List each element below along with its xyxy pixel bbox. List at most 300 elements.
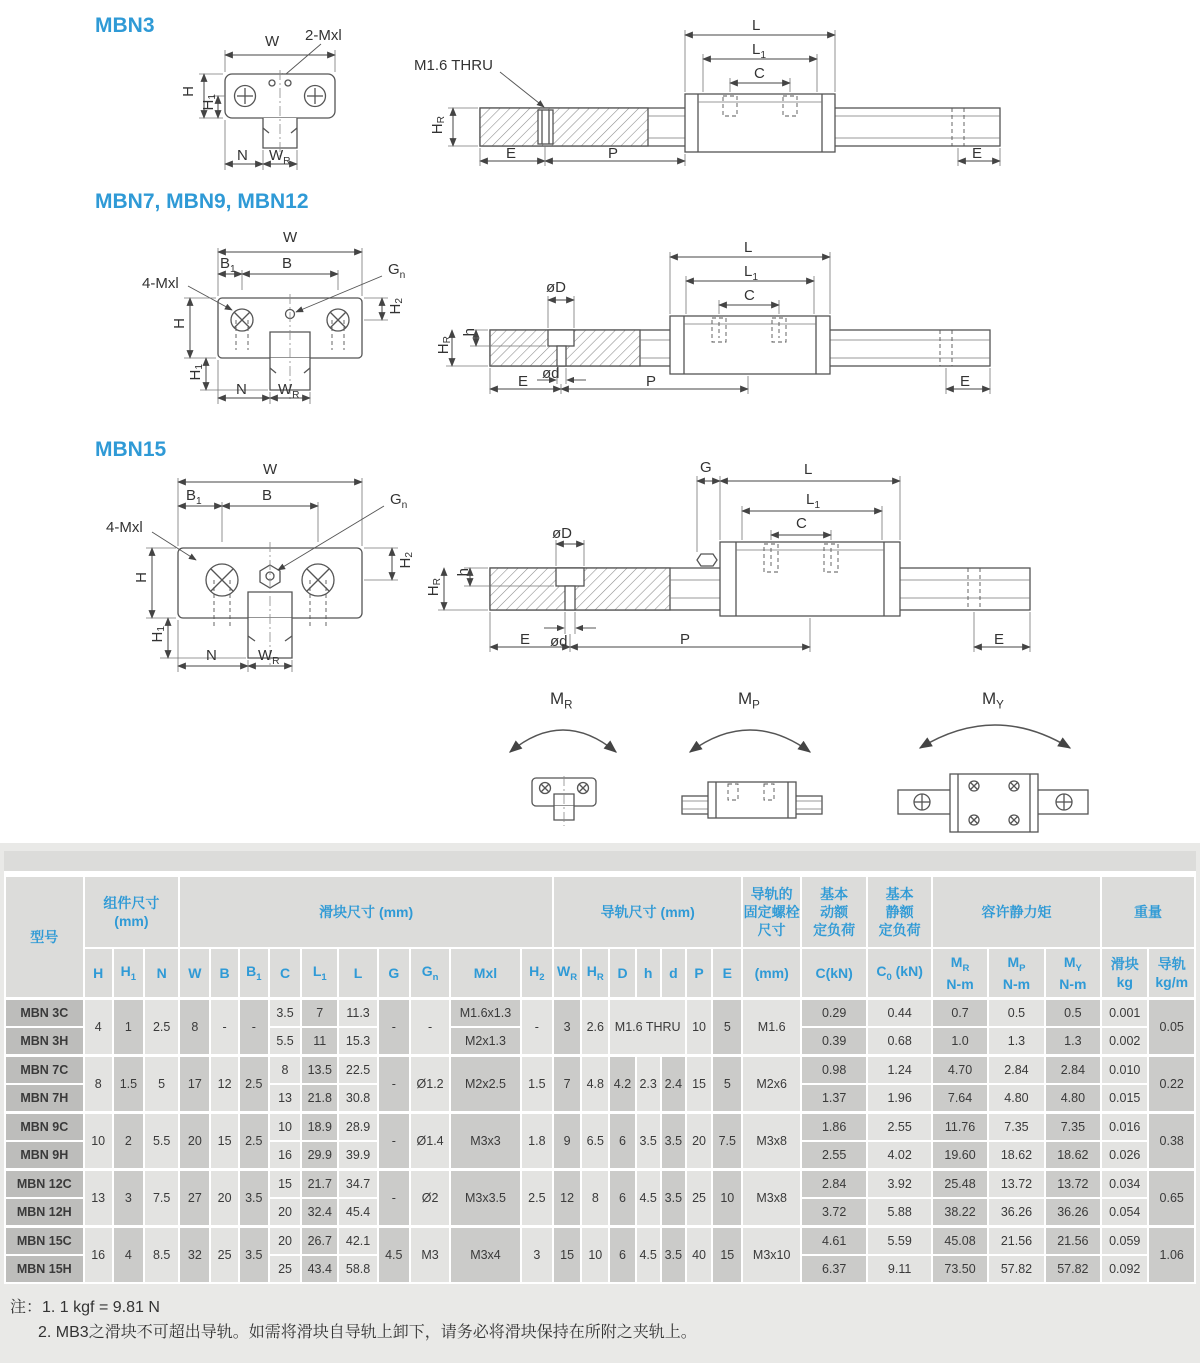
mbn3-side-view-drawing: [400, 10, 1020, 180]
spec-cell-C0: 4.02: [867, 1141, 931, 1170]
spec-cell-L1: 43.4: [301, 1255, 338, 1283]
spec-cell-rail: 1.06: [1148, 1226, 1195, 1283]
spec-cell-Mxl: M2x2.5: [450, 1055, 521, 1112]
dim-label-l1: $L_1$: [744, 263, 759, 283]
header-group-dynamic-load: 基本 动额 定负荷: [801, 876, 867, 948]
spec-cell-CkN: 0.39: [801, 1027, 867, 1056]
spec-cell-W: 8: [179, 998, 210, 1055]
header-group-static-load: 基本 静额 定负荷: [867, 876, 931, 948]
spec-cell-MY: 57.82: [1045, 1255, 1101, 1283]
spec-cell-C: 13: [269, 1084, 301, 1113]
dim-label-h-small: h: [455, 568, 472, 577]
dim-label-h: H: [133, 572, 150, 583]
spec-cell-L1: 11: [301, 1027, 338, 1056]
dim-label-n: N: [236, 381, 247, 398]
spec-cell-C0: 9.11: [867, 1255, 931, 1283]
dim-label-w: W: [265, 33, 280, 50]
spec-cell-MR: 7.64: [932, 1084, 988, 1113]
spec-cell-CkN: 0.98: [801, 1055, 867, 1084]
spec-cell-Mxl: M2x1.3: [450, 1027, 521, 1056]
spec-cell-C: 16: [269, 1141, 301, 1170]
dim-label-h1: $H_1$: [200, 94, 218, 111]
dim-label-b: B: [262, 487, 273, 504]
spec-cell-d: 2.4: [661, 1055, 686, 1112]
spec-cell-MP: 13.72: [988, 1169, 1044, 1198]
spec-cell-MY: 7.35: [1045, 1112, 1101, 1141]
dim-label-c: C: [796, 515, 807, 532]
dim-label-h-small: h: [461, 328, 478, 337]
spec-cell-Gn: Ø1.2: [410, 1055, 450, 1112]
spec-cell-L: 42.1: [338, 1226, 377, 1255]
spec-cell-B1: -: [239, 998, 269, 1055]
spec-cell-G: -: [378, 1055, 410, 1112]
spec-cell-MR: 1.0: [932, 1027, 988, 1056]
moment-label-mr: $M_R$: [550, 689, 573, 712]
spec-cell-C0: 0.68: [867, 1027, 931, 1056]
spec-cell-C0: 5.88: [867, 1198, 931, 1227]
spec-cell-C0: 1.24: [867, 1055, 931, 1084]
dim-label-p: P: [608, 145, 619, 162]
header-group-rail: 导轨尺寸 (mm): [553, 876, 742, 948]
spec-cell-P: 25: [686, 1169, 712, 1226]
dim-label-h: H: [180, 86, 197, 97]
spec-cell-E: 7.5: [712, 1112, 742, 1169]
spec-cell-MR: 11.76: [932, 1112, 988, 1141]
spec-cell-kg: 0.002: [1101, 1027, 1148, 1056]
header-col-22: $C_0$ (kN): [867, 948, 931, 998]
header-col-10: $G_n$: [410, 948, 450, 998]
spec-cell-L: 45.4: [338, 1198, 377, 1227]
spec-cell-E: 15: [712, 1226, 742, 1283]
spec-cell-Gn: -: [410, 998, 450, 1055]
dim-label-w: W: [283, 229, 298, 246]
spec-cell-WR: 12: [553, 1169, 581, 1226]
spec-cell-bolt: M3x8: [742, 1169, 800, 1226]
spec-cell-WR: 15: [553, 1226, 581, 1283]
dim-label-g: G: [700, 459, 712, 476]
dim-label-wr: $W_R$: [269, 147, 291, 167]
spec-cell-Mxl: M3x3: [450, 1112, 521, 1169]
table-top-strip: [4, 851, 1196, 875]
model-cell: MBN 15C: [5, 1226, 84, 1255]
spec-cell-P: 10: [686, 998, 712, 1055]
spec-cell-N: 5.5: [144, 1112, 179, 1169]
spec-cell-rail: 0.05: [1148, 998, 1195, 1055]
spec-cell-MY: 18.62: [1045, 1141, 1101, 1170]
table-row: [5, 1226, 1195, 1255]
model-cell: MBN 3C: [5, 998, 84, 1027]
dim-label-c: C: [754, 65, 765, 82]
spec-cell-L1: 32.4: [301, 1198, 338, 1227]
dim-label-od-small: ød: [542, 365, 560, 382]
dim-label-e-left: E: [520, 631, 531, 648]
spec-cell-D: 6: [609, 1112, 635, 1169]
header-col-17: d: [661, 948, 686, 998]
spec-cell-W: 20: [179, 1112, 210, 1169]
section-title-mbn15: MBN15: [95, 438, 167, 461]
dim-label-gn: $G_n$: [390, 491, 408, 511]
section-title-mbn3: MBN3: [95, 14, 155, 37]
header-col-16: h: [636, 948, 661, 998]
spec-cell-MP: 1.3: [988, 1027, 1044, 1056]
dim-label-m16-thru: M1.6 THRU: [414, 57, 493, 74]
spec-cell-kg: 0.016: [1101, 1112, 1148, 1141]
mbn15-side-view-drawing: [420, 448, 1090, 663]
dim-label-od-small: ød: [550, 633, 568, 650]
spec-cell-G: -: [378, 1112, 410, 1169]
model-cell: MBN 15H: [5, 1255, 84, 1283]
dim-label-hr: $H_R$: [429, 116, 447, 135]
spec-cell-B: -: [210, 998, 238, 1055]
spec-cell-C0: 3.92: [867, 1169, 931, 1198]
spec-cell-CkN: 2.84: [801, 1169, 867, 1198]
spec-cell-H: 8: [84, 1055, 113, 1112]
spec-cell-B1: 3.5: [239, 1169, 269, 1226]
spec-cell-C: 20: [269, 1198, 301, 1227]
spec-cell-MY: 2.84: [1045, 1055, 1101, 1084]
header-group-component: 组件尺寸 (mm): [84, 876, 180, 948]
spec-cell-C0: 5.59: [867, 1226, 931, 1255]
mbn7-cross-section-drawing: [130, 228, 430, 408]
dim-label-e-right: E: [994, 631, 1005, 648]
spec-cell-L1: 26.7: [301, 1226, 338, 1255]
spec-cell-H2: 1.8: [521, 1112, 553, 1169]
spec-cell-E: 5: [712, 1055, 742, 1112]
spec-cell-kg: 0.010: [1101, 1055, 1148, 1084]
spec-cell-kg: 0.026: [1101, 1141, 1148, 1170]
spec-cell-L1: 21.7: [301, 1169, 338, 1198]
dim-label-4mxl: 4-Mxl: [142, 275, 179, 292]
table-row: [5, 1112, 1195, 1141]
dim-label-gn: $G_n$: [388, 261, 406, 281]
dim-label-l: L: [744, 239, 753, 256]
spec-cell-C: 10: [269, 1112, 301, 1141]
spec-cell-rail: 0.65: [1148, 1169, 1195, 1226]
spec-cell-N: 8.5: [144, 1226, 179, 1283]
spec-cell-HR: 4.8: [581, 1055, 609, 1112]
spec-cell-L: 58.8: [338, 1255, 377, 1283]
spec-cell-G: -: [378, 998, 410, 1055]
footnote-1-text: 1. 1 kgf = 9.81 N: [42, 1299, 160, 1316]
spec-cell-Mxl: M3x4: [450, 1226, 521, 1283]
dim-label-od: øD: [546, 279, 566, 296]
spec-cell-HR: 10: [581, 1226, 609, 1283]
spec-cell-L: 22.5: [338, 1055, 377, 1084]
spec-cell-C: 25: [269, 1255, 301, 1283]
dim-label-e-left: E: [506, 145, 517, 162]
dim-label-l: L: [804, 461, 813, 478]
header-col-13: $W_R$: [553, 948, 581, 998]
spec-cell-B1: 2.5: [239, 1112, 269, 1169]
spec-cell-HR: 6.5: [581, 1112, 609, 1169]
spec-cell-H1: 4: [113, 1226, 144, 1283]
spec-cell-rail: 0.22: [1148, 1055, 1195, 1112]
spec-cell-C: 8: [269, 1055, 301, 1084]
dim-label-w: W: [263, 461, 278, 478]
spec-cell-L: 30.8: [338, 1084, 377, 1113]
table-row: [5, 998, 1195, 1027]
spec-cell-C: 20: [269, 1226, 301, 1255]
spec-cell-MP: 7.35: [988, 1112, 1044, 1141]
dim-label-b1: $B_1$: [220, 255, 236, 275]
spec-cell-E: 5: [712, 998, 742, 1055]
spec-cell-N: 5: [144, 1055, 179, 1112]
dim-label-c: C: [744, 287, 755, 304]
spec-cell-L1: 13.5: [301, 1055, 338, 1084]
header-group-block: 滑块尺寸 (mm): [179, 876, 553, 948]
dim-label-h: H: [171, 318, 188, 329]
dim-label-n: N: [206, 647, 217, 664]
mbn3-side-view-art: [400, 10, 1020, 180]
dim-label-4mxl: 4-Mxl: [106, 519, 143, 536]
spec-cell-H2: -: [521, 998, 553, 1055]
model-cell: MBN 3H: [5, 1027, 84, 1056]
spec-cell-bolt: M3x8: [742, 1112, 800, 1169]
dim-label-n: N: [237, 147, 248, 164]
spec-cell-d: 3.5: [661, 1226, 686, 1283]
dim-label-b: B: [282, 255, 293, 272]
spec-cell-MR: 19.60: [932, 1141, 988, 1170]
spec-cell-HR: 8: [581, 1169, 609, 1226]
spec-cell-C: 15: [269, 1169, 301, 1198]
spec-cell-MY: 0.5: [1045, 998, 1101, 1027]
dim-label-l: L: [752, 17, 761, 34]
spec-cell-L1: 21.8: [301, 1084, 338, 1113]
dim-label-p: P: [646, 373, 657, 390]
spec-cell-WR: 9: [553, 1112, 581, 1169]
spec-cell-kg: 0.059: [1101, 1226, 1148, 1255]
spec-cell-MR: 73.50: [932, 1255, 988, 1283]
dim-label-e-right: E: [960, 373, 971, 390]
moment-label-my: $M_Y$: [982, 689, 1004, 712]
spec-cell-B1: 2.5: [239, 1055, 269, 1112]
dim-label-p: P: [680, 631, 691, 648]
spec-cell-H1: 1.5: [113, 1055, 144, 1112]
table-row: [5, 1169, 1195, 1198]
spec-cell-L1: 18.9: [301, 1112, 338, 1141]
spec-table-zone: [0, 843, 1200, 1363]
spec-cell-H2: 3: [521, 1226, 553, 1283]
spec-cell-bolt: M2x6: [742, 1055, 800, 1112]
spec-cell-MR: 25.48: [932, 1169, 988, 1198]
header-col-15: D: [609, 948, 635, 998]
spec-cell-L: 11.3: [338, 998, 377, 1027]
spec-cell-L: 34.7: [338, 1169, 377, 1198]
spec-cell-Mxl: M3x3.5: [450, 1169, 521, 1226]
spec-cell-CkN: 1.86: [801, 1112, 867, 1141]
spec-cell-B: 20: [210, 1169, 238, 1226]
header-col-2: N: [144, 948, 179, 998]
spec-cell-CkN: 6.37: [801, 1255, 867, 1283]
spec-cell-bolt: M1.6: [742, 998, 800, 1055]
spec-cell-C0: 1.96: [867, 1084, 931, 1113]
spec-cell-MP: 57.82: [988, 1255, 1044, 1283]
header-col-26: 滑块 kg: [1101, 948, 1148, 998]
spec-cell-P: 15: [686, 1055, 712, 1112]
header-col-5: $B_1$: [239, 948, 269, 998]
mbn15-cross-section-drawing: [100, 458, 430, 678]
header-col-27: 导轨 kg/m: [1148, 948, 1195, 998]
spec-cell-H: 4: [84, 998, 113, 1055]
spec-cell-H: 10: [84, 1112, 113, 1169]
header-col-25: $M_Y$ N-m: [1045, 948, 1101, 998]
spec-cell-h: 3.5: [636, 1112, 661, 1169]
spec-cell-L: 28.9: [338, 1112, 377, 1141]
dim-label-e-left: E: [518, 373, 529, 390]
mbn3-cross-section-drawing: [175, 27, 375, 180]
spec-cell-d: 3.5: [661, 1169, 686, 1226]
mbn7-side-view-drawing: [430, 238, 1020, 400]
spec-cell-Gn: Ø2: [410, 1169, 450, 1226]
spec-cell-C0: 2.55: [867, 1112, 931, 1141]
header-col-12: $H_2$: [521, 948, 553, 998]
spec-cell-CkN: 3.72: [801, 1198, 867, 1227]
header-col-23: $M_R$ N-m: [932, 948, 988, 998]
spec-table: [4, 875, 1196, 1284]
spec-cell-CkN: 2.55: [801, 1141, 867, 1170]
spec-cell-kg: 0.015: [1101, 1084, 1148, 1113]
spec-cell-Gn: M3: [410, 1226, 450, 1283]
moment-diagrams: [450, 690, 1090, 835]
dim-label-e-right: E: [972, 145, 983, 162]
header-col-20: (mm): [742, 948, 800, 998]
footnote-line-2: 2. MB3之滑块不可超出导轨。如需将滑块自导轨上卸下，请务必将滑块保持在所附之夹轨上。: [38, 1323, 697, 1341]
spec-cell-d: 3.5: [661, 1112, 686, 1169]
model-cell: MBN 9H: [5, 1141, 84, 1170]
header-group-weight: 重量: [1101, 876, 1195, 948]
spec-cell-B: 12: [210, 1055, 238, 1112]
section-title-mbn7-9-12: MBN7, MBN9, MBN12: [95, 190, 309, 213]
header-col-19: E: [712, 948, 742, 998]
spec-cell-rail: 0.38: [1148, 1112, 1195, 1169]
header-model: 型号: [5, 876, 84, 998]
dim-label-l1: $L_1$: [806, 491, 821, 511]
spec-cell-P: 20: [686, 1112, 712, 1169]
dim-label-hr: $H_R$: [435, 336, 453, 355]
spec-cell-H2: 1.5: [521, 1055, 553, 1112]
model-cell: MBN 12H: [5, 1198, 84, 1227]
dim-label-wr: $W_R$: [278, 381, 300, 401]
footnote-prefix: 注：: [10, 1299, 43, 1316]
spec-cell-G: -: [378, 1169, 410, 1226]
header-group-bolt: 导轨的 固定螺栓 尺寸: [742, 876, 800, 948]
spec-cell-WR: 3: [553, 998, 581, 1055]
spec-cell-MP: 2.84: [988, 1055, 1044, 1084]
spec-cell-W: 32: [179, 1226, 210, 1283]
spec-cell-C0: 0.44: [867, 998, 931, 1027]
spec-cell-CkN: 4.61: [801, 1226, 867, 1255]
header-col-1: $H_1$: [113, 948, 144, 998]
header-col-3: W: [179, 948, 210, 998]
dim-label-h1: $H_1$: [149, 626, 167, 643]
spec-cell-MR: 0.7: [932, 998, 988, 1027]
header-col-21: C(kN): [801, 948, 867, 998]
spec-cell-Mxl: M1.6x1.3: [450, 998, 521, 1027]
header-group-moment: 容许静力矩: [932, 876, 1101, 948]
model-cell: MBN 9C: [5, 1112, 84, 1141]
spec-cell-MY: 1.3: [1045, 1027, 1101, 1056]
spec-cell-D: 6: [609, 1169, 635, 1226]
spec-cell-h: 4.5: [636, 1169, 661, 1226]
spec-cell-HR: 2.6: [581, 998, 609, 1055]
header-col-14: $H_R$: [581, 948, 609, 998]
spec-cell-MP: 0.5: [988, 998, 1044, 1027]
spec-cell-CkN: 1.37: [801, 1084, 867, 1113]
spec-cell-H1: 3: [113, 1169, 144, 1226]
spec-cell-G: 4.5: [378, 1226, 410, 1283]
spec-cell-L1: 7: [301, 998, 338, 1027]
spec-cell-D: M1.6 THRU: [609, 998, 686, 1055]
spec-cell-h: 4.5: [636, 1226, 661, 1283]
spec-cell-MR: 38.22: [932, 1198, 988, 1227]
spec-cell-D: 6: [609, 1226, 635, 1283]
spec-cell-H: 16: [84, 1226, 113, 1283]
dim-label-wr: $W_R$: [258, 647, 280, 667]
dim-label-h1: $H_1$: [187, 364, 205, 381]
dim-label-h2: $H_2$: [397, 552, 415, 569]
spec-cell-W: 27: [179, 1169, 210, 1226]
spec-cell-C: 5.5: [269, 1027, 301, 1056]
header-col-11: Mxl: [450, 948, 521, 998]
spec-cell-MY: 21.56: [1045, 1226, 1101, 1255]
spec-cell-B1: 3.5: [239, 1226, 269, 1283]
footnotes: [10, 1296, 1190, 1346]
spec-cell-H: 13: [84, 1169, 113, 1226]
spec-cell-Gn: Ø1.4: [410, 1112, 450, 1169]
dim-label-2mxl: 2-Mxl: [305, 27, 342, 44]
spec-cell-P: 40: [686, 1226, 712, 1283]
spec-cell-kg: 0.001: [1101, 998, 1148, 1027]
spec-cell-H1: 1: [113, 998, 144, 1055]
spec-cell-MY: 13.72: [1045, 1169, 1101, 1198]
spec-cell-WR: 7: [553, 1055, 581, 1112]
dim-label-b1: $B_1$: [186, 487, 202, 507]
spec-cell-CkN: 0.29: [801, 998, 867, 1027]
spec-cell-MY: 4.80: [1045, 1084, 1101, 1113]
spec-cell-MR: 45.08: [932, 1226, 988, 1255]
spec-cell-kg: 0.034: [1101, 1169, 1148, 1198]
header-col-4: B: [210, 948, 238, 998]
spec-cell-N: 7.5: [144, 1169, 179, 1226]
dim-label-od: øD: [552, 525, 572, 542]
spec-cell-MR: 4.70: [932, 1055, 988, 1084]
spec-cell-B: 25: [210, 1226, 238, 1283]
model-cell: MBN 7C: [5, 1055, 84, 1084]
spec-cell-bolt: M3x10: [742, 1226, 800, 1283]
spec-cell-W: 17: [179, 1055, 210, 1112]
spec-cell-E: 10: [712, 1169, 742, 1226]
moment-label-mp: $M_P$: [738, 689, 760, 712]
spec-cell-D: 4.2: [609, 1055, 635, 1112]
spec-cell-C: 3.5: [269, 998, 301, 1027]
spec-cell-kg: 0.092: [1101, 1255, 1148, 1283]
table-row: [5, 1055, 1195, 1084]
spec-cell-kg: 0.054: [1101, 1198, 1148, 1227]
spec-cell-N: 2.5: [144, 998, 179, 1055]
header-col-6: C: [269, 948, 301, 998]
spec-cell-MP: 21.56: [988, 1226, 1044, 1255]
header-col-24: $M_P$ N-m: [988, 948, 1044, 998]
dim-label-l1: $L_1$: [752, 41, 767, 61]
header-col-9: G: [378, 948, 410, 998]
spec-cell-L: 39.9: [338, 1141, 377, 1170]
header-col-7: $L_1$: [301, 948, 338, 998]
spec-cell-MP: 18.62: [988, 1141, 1044, 1170]
spec-cell-MP: 36.26: [988, 1198, 1044, 1227]
spec-cell-MP: 4.80: [988, 1084, 1044, 1113]
spec-cell-H2: 2.5: [521, 1169, 553, 1226]
spec-cell-MY: 36.26: [1045, 1198, 1101, 1227]
